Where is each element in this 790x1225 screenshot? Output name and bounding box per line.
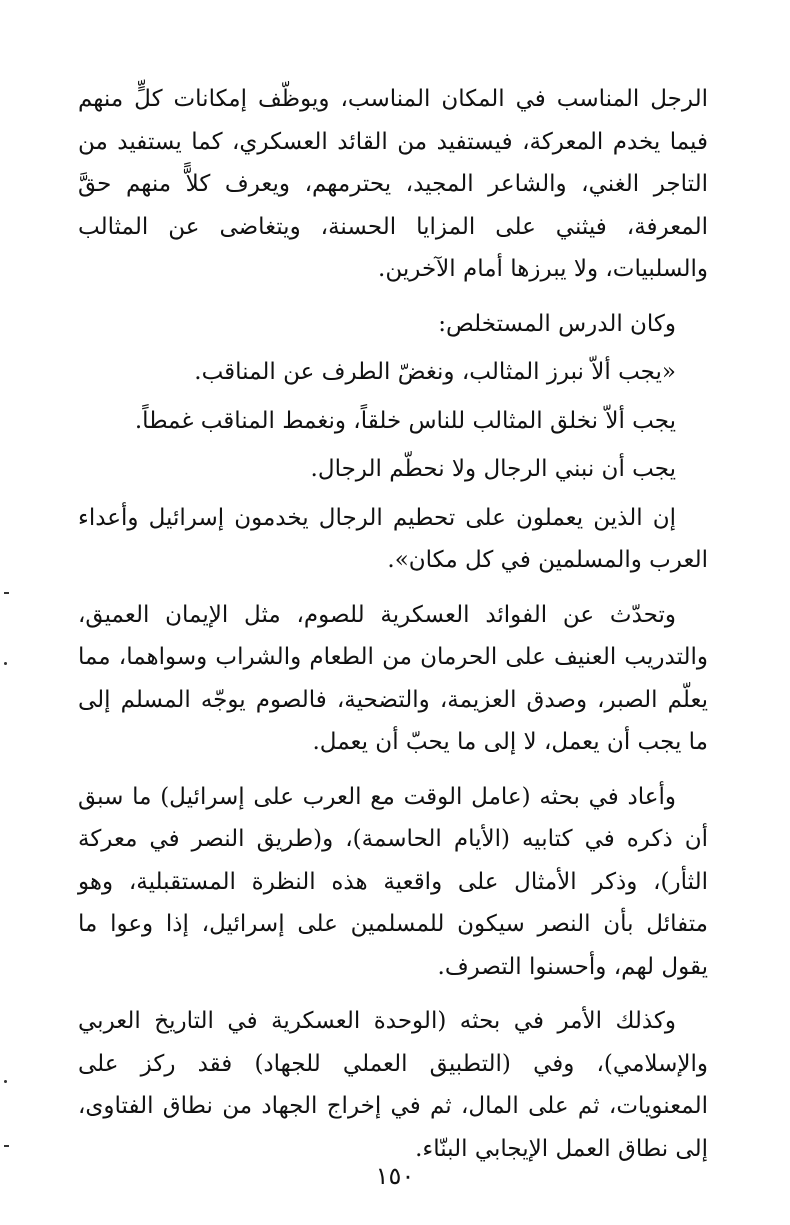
quote-line-1: «يجب ألاّ نبرز المثالب، ونغضّ الطرف عن المناقب. xyxy=(194,359,676,385)
quote-line-4: إن الذين يعملون على تحطيم الرجال يخدمون إسرائيل وأعداء العرب والمسلمين في كل مكان». xyxy=(78,504,708,573)
lesson-intro: وكان الدرس المستخلص: xyxy=(438,310,676,337)
page-body xyxy=(78,78,708,1182)
paragraph-fasting: وتحدّث عن الفوائد العسكرية للصوم، مثل الإيمان العميق، والتدريب العنيف على الحرمان من الطعام والشراب وسواهما، مما يعلّم الصبر، وصدق العزيمة، والتضحية، فالصوم يوجّه المسلم إلى ما يجب أن يعمل، لا إلى ما يحبّ أن يعمل. xyxy=(78,601,708,755)
margin-dot xyxy=(4,662,7,665)
page-number: ١٥٠ xyxy=(375,1162,415,1190)
paragraph-continuation: الرجل المناسب في المكان المناسب، ويوظّف إمكانات كلٍّ منهم فيما يخدم المعركة، فيستفيد من القائد العسكري، كما يستفيد من التاجر الغني، والشاعر المجيد، يحترمهم، ويعرف كلاًّ منهم حقَّ المعرفة، فيثني على المزايا الحسنة، ويتغاضى عن المثالب والسلبيات، ولا يبرزها أمام الآخرين. xyxy=(78,86,708,282)
paragraph-military-unity: وكذلك الأمر في بحثه (الوحدة العسكرية في التاريخ العربي والإسلامي)، وفي (التطبيق العملي للجهاد) فقد ركز على المعنويات، ثم على المال، ثم في إخراج الجهاد من نطاق الفتاوى، إلى نطاق العمل الإيجابي البنّاء. xyxy=(78,1008,708,1162)
margin-mark xyxy=(4,1145,9,1147)
paragraph-time-factor: وأعاد في بحثه (عامل الوقت مع العرب على إسرائيل) ما سبق أن ذكره في كتابيه (الأيام الحاسمة)، و(طريق النصر في معركة الثأر)، وذكر الأمثال على واقعية هذه النظرة المستقبلية، وهو متفائل بأن النصر سيكون للمسلمين على إسرائيل، إذا وعوا ما يقول لهم، وأحسنوا التصرف. xyxy=(78,783,708,980)
margin-mark xyxy=(4,592,9,594)
quote-line-3: يجب أن نبني الرجال ولا نحطّم الرجال. xyxy=(310,456,676,482)
quote-line-2: يجب ألاّ نخلق المثالب للناس خلقاً، ونغمط المناقب غمطاً. xyxy=(134,407,676,434)
margin-dot xyxy=(4,1080,7,1083)
